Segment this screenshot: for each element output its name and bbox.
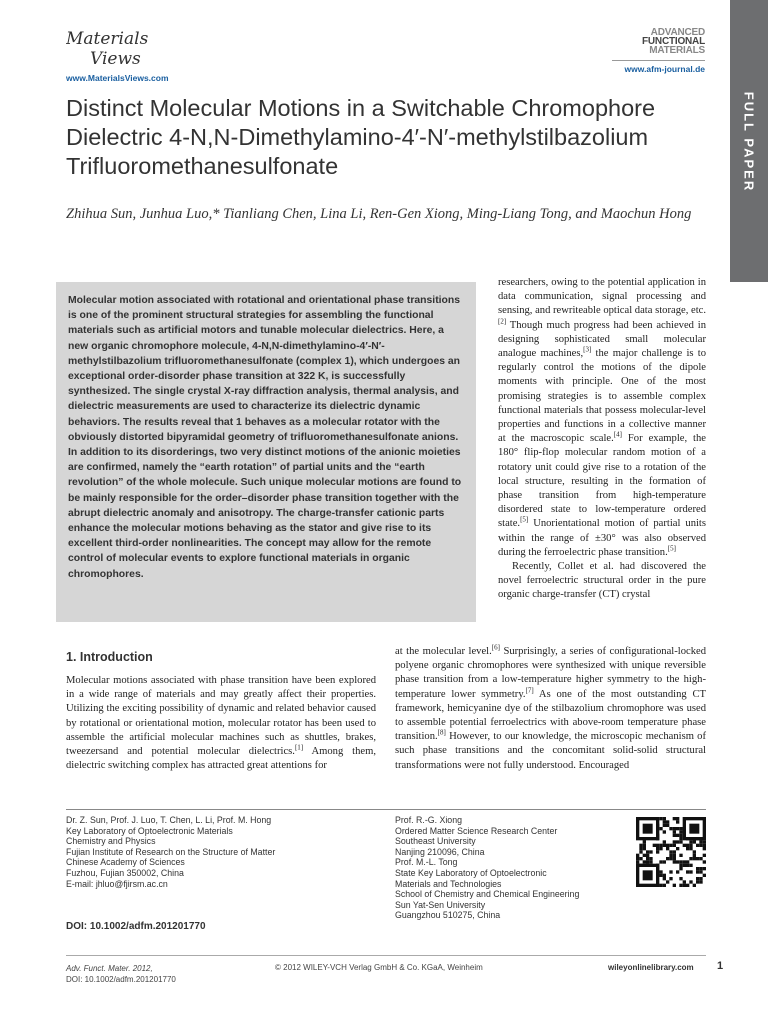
footer-wiley-url[interactable]: wileyonlinelibrary.com — [608, 963, 694, 972]
author-list: Zhihua Sun, Junhua Luo,* Tianliang Chen, Lina Li, Ren-Gen Xiong, Ming-Liang Tong, and Maochun Hong — [66, 206, 692, 222]
intro-paragraph: Molecular motions associated with phase transition have been explored in a wide range of materials and may greatly affect their properties. Utilizing the exciting possibility of dynamic and related behavior caused by rotational or orientational motion, molecular rotator has been used to assemble the artificial molecular machines such as shuttles, brakes, tweezersand and potential molecular dielectrics.[1] Among them, dielectric switching complex has attracted great attentions for — [66, 675, 377, 772]
right-column-text — [498, 276, 706, 603]
doi[interactable]: DOI: 10.1002/adfm.201201770 — [66, 921, 206, 932]
affiliation-rule — [66, 809, 706, 810]
affiliation-right: Prof. R.-G. Xiong Ordered Matter Science Research Center Southeast University Nanjing 210096, China Prof. M.-L. Tong State Key Laboratory of Optoelectronic Materials and Technologies School of Chemistry and Chemical Engineering Sun Yat-Sen University Guangzhou 510275, China — [395, 815, 580, 921]
right-paragraph-2: Recently, Collet et al. had discovered the novel ferroelectric structural order in the pure organic charge-transfer (CT) crystal — [498, 561, 706, 601]
full-paper-label: FULL PAPER — [741, 91, 757, 193]
footer-copyright: © 2012 WILEY-VCH Verlag GmbH & Co. KGaA, Weinheim — [275, 963, 483, 972]
affiliation-left: Dr. Z. Sun, Prof. J. Luo, T. Chen, L. Li, Prof. M. Hong Key Laboratory of Optoelectronic Materials Chemistry and Physics Fujian Institute of Research on the Structure of Matter Chinese Academy of Sciences Fuzhou, Fujian 350002, China E-mail: jhluo@fjirsm.ac.cn — [66, 815, 276, 889]
abstract-text: Molecular motion associated with rotational and orientational phase transitions is one of the prominent structural strategies for assembling the functional materials such as artificial motors and tunable molecular dielectrics. Here, a new organic chromophore molecule, 4-N,N-dimethylamino-4′-N′-methylstilbazolium trifluoromethanesulfonate (complex 1), which undergoes an exceptional order-disorder phase transition at 322 K, is successfully synthesized. The single crystal X-ray diffraction analysis, thermal analysis, and dielectric measurements are used to characterize its dielectric dynamic behaviors. The results reveal that 1 behaves as a molecular rotator with the obviously distorted bipyramidal geometry of trifluoromethanesulfonate anions. In addition to its disorderings, two very distinct motions of the anionic moieties are confirmed, namely the “earth rotation” of partial units and the “earth revolution” of the whole molecule. Such unique molecular motions are found to be mainly responsible for the order–disorder phase transition together with the abrupt dielectric anomaly and anisotropy. The charge-transfer cationic parts enhance the molecular motions behaving as the stator and give rise to its excellent third-order nonlinearities. The concept may allow for the remote control of molecular events to explore functional materials in organic chromophores. — [68, 295, 462, 580]
footer-journal: Adv. Funct. Mater. 2012, DOI: 10.1002/adfm.201201770 — [66, 964, 176, 984]
page-number: 1 — [717, 960, 724, 972]
svg-text:Materials: Materials — [66, 29, 149, 49]
section-heading: 1. Introduction — [66, 650, 153, 664]
qr-code-icon[interactable] — [636, 817, 706, 887]
wide-paragraph: at the molecular level.[6] Surprisingly, a series of configurational-locked polyene organic chromophores were synthesized with unique reversible phase transition from a low-temperature higher symmetry to the high-temperature lower symmetry.[7] As one of the most outstanding CT framework, hemicyanine dye of the stilbazolium chromophore was used to assemble potential ferroelectrics with above-room temperature phase transition.[8] However, to our knowledge, the microscopic mechanism of such phase transitions and the concomitant solid-solid structural transformations were not fully understood. Encouraged — [395, 643, 707, 771]
afm-journal-url[interactable]: www.afm-journal.de — [624, 64, 705, 74]
right-paragraph-1: researchers, owing to the potential application in data communication, signal processing and sensing, and rewriteable optical data storage, etc.[2] Though much progress had been achieved in designing sophisticated small molecular analogue machines,[3] the major challenge is to regularly control the motions of the dipole moments with principle. One of the most promising strategies is to assemble complex functional materials that possess molecular-level properties and functions in a collective manner at the macroscopic scale.[4] For example, the 180° flip-flop molecular random motion of a rotatory unit could give rise to a rotation of the local structure, resulting in the formation of phase transition from high-temperature disordered state to low-temperature ordered state.[5] Unorientational motion of partial units within the range of ±30° was also observed during the ferroelectric phase transition.[5] — [498, 277, 707, 558]
full-paper-tab — [730, 0, 768, 282]
materials-views-logo — [66, 26, 156, 70]
footer-rule — [66, 955, 706, 956]
article-title: Distinct Molecular Motions in a Switchable Chromophore Dielectric 4-N,N-Dimethylamino-4′-N′-methylstilbazolium Trifluoromethanesulfonate — [66, 95, 656, 179]
svg-text:Views: Views — [90, 49, 141, 69]
header-rule — [612, 60, 705, 61]
materialsviews-url[interactable]: www.MaterialsViews.com — [66, 73, 169, 83]
afm-logo: ADVANCED FUNCTIONAL MATERIALS — [642, 27, 705, 56]
